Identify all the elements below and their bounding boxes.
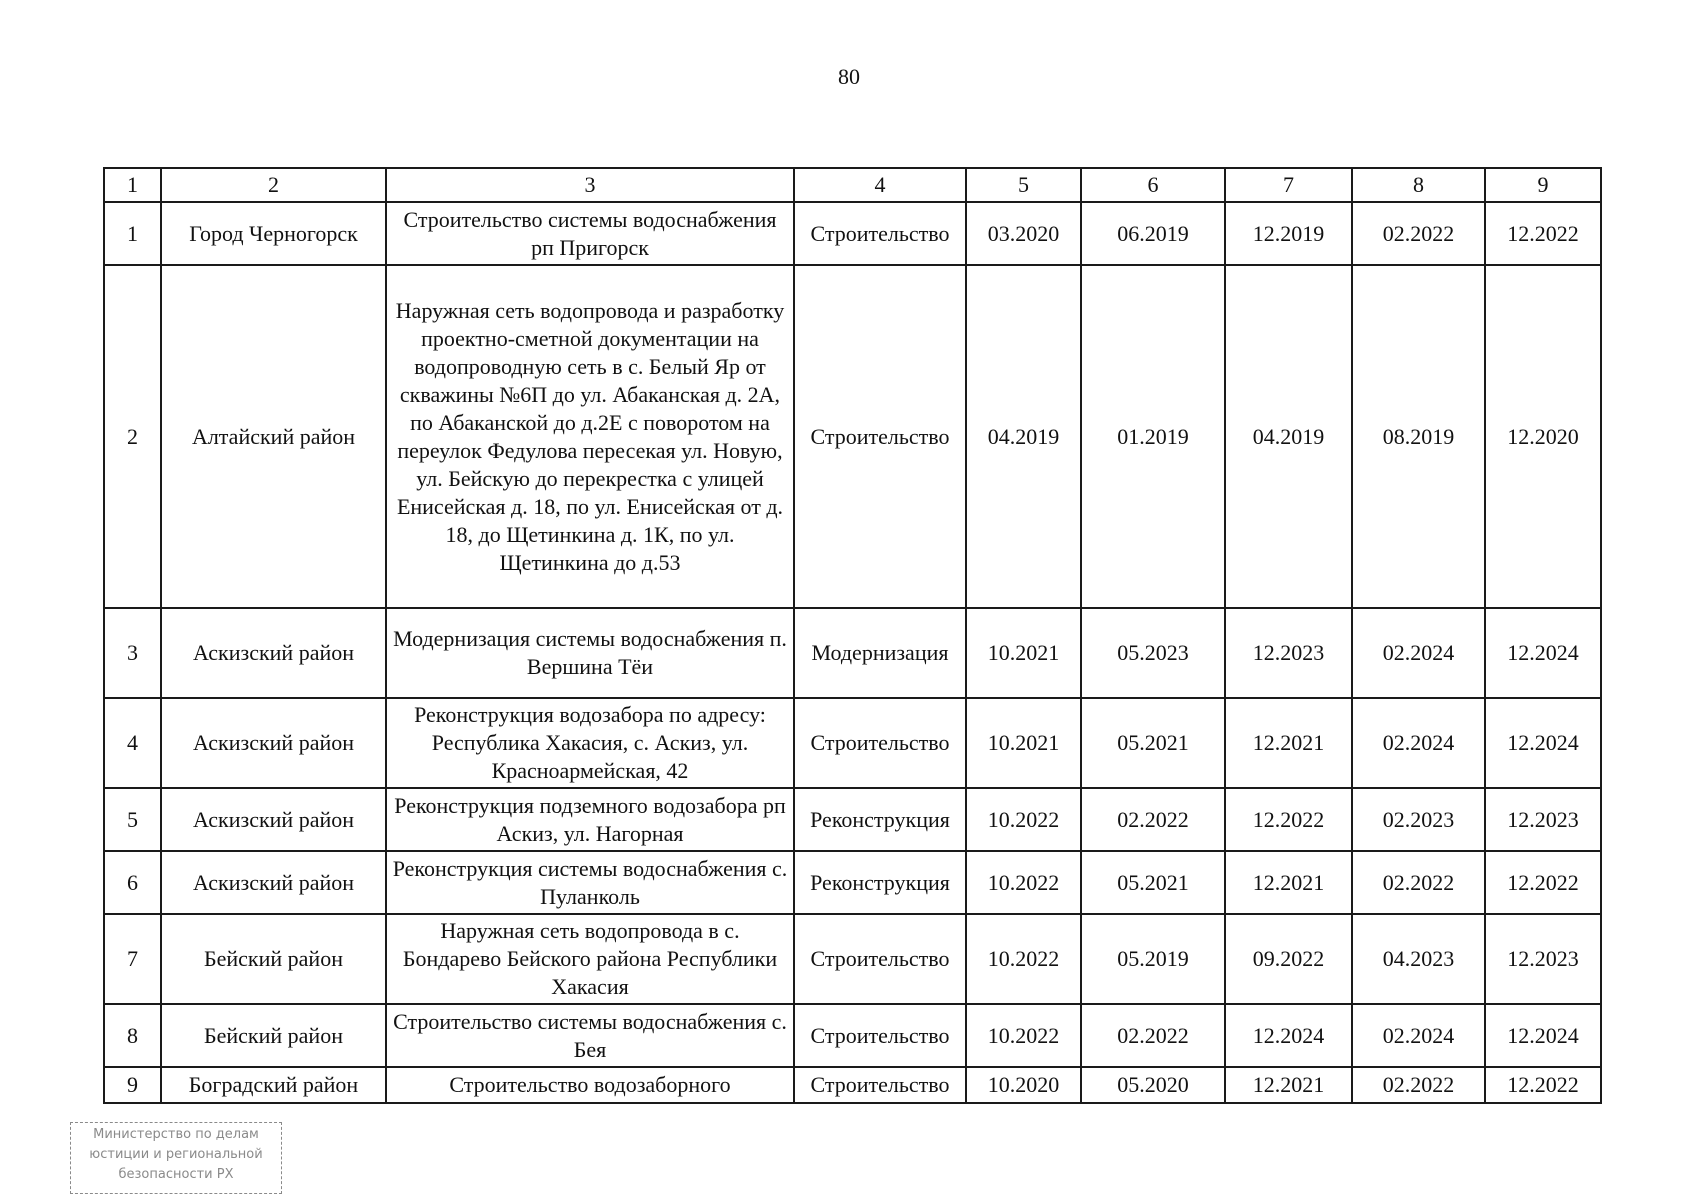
row-number-cell: 4 (104, 698, 161, 788)
work-type-cell: Строительство (794, 1004, 966, 1067)
date-cell: 05.2023 (1081, 608, 1225, 698)
date-cell: 08.2019 (1352, 265, 1485, 608)
stamp-line: безопасности РХ (118, 1167, 234, 1182)
date-cell: 12.2024 (1225, 1004, 1352, 1067)
table-row (104, 851, 1601, 914)
header-cell: 6 (1081, 168, 1225, 202)
date-cell: 10.2021 (966, 698, 1081, 788)
project-cell: Строительство системы водоснабжения рп Пригорск (386, 202, 794, 265)
date-cell: 02.2024 (1352, 1004, 1485, 1067)
work-type-cell: Строительство (794, 1067, 966, 1103)
date-cell: 10.2022 (966, 1004, 1081, 1067)
table-row (104, 202, 1601, 265)
date-cell: 04.2019 (1225, 265, 1352, 608)
district-cell: Аскизский район (161, 608, 386, 698)
date-cell: 12.2020 (1485, 265, 1601, 608)
date-cell: 02.2022 (1081, 788, 1225, 851)
date-cell: 12.2022 (1485, 1067, 1601, 1103)
stamp-line: юстиции и региональной (89, 1147, 263, 1162)
date-cell: 12.2019 (1225, 202, 1352, 265)
date-cell: 01.2019 (1081, 265, 1225, 608)
district-cell: Боградский район (161, 1067, 386, 1103)
date-cell: 10.2021 (966, 608, 1081, 698)
date-cell: 10.2022 (966, 788, 1081, 851)
work-type-cell: Строительство (794, 698, 966, 788)
row-number-cell: 7 (104, 914, 161, 1004)
district-cell: Город Черногорск (161, 202, 386, 265)
header-cell: 8 (1352, 168, 1485, 202)
date-cell: 09.2022 (1225, 914, 1352, 1004)
table-row (104, 608, 1601, 698)
row-number-cell: 3 (104, 608, 161, 698)
date-cell: 12.2021 (1225, 1067, 1352, 1103)
date-cell: 12.2021 (1225, 851, 1352, 914)
date-cell: 10.2022 (966, 914, 1081, 1004)
date-cell: 10.2022 (966, 851, 1081, 914)
date-cell: 12.2022 (1485, 851, 1601, 914)
date-cell: 05.2019 (1081, 914, 1225, 1004)
row-number-cell: 2 (104, 265, 161, 608)
work-type-cell: Реконструкция (794, 851, 966, 914)
project-cell: Реконструкция водозабора по адресу: Республика Хакасия, с. Аскиз, ул. Красноармейская, 42 (386, 698, 794, 788)
date-cell: 05.2020 (1081, 1067, 1225, 1103)
table-row (104, 1004, 1601, 1067)
row-number-cell: 9 (104, 1067, 161, 1103)
project-cell: Строительство водозаборного (386, 1067, 794, 1103)
date-cell: 05.2021 (1081, 851, 1225, 914)
date-cell: 04.2023 (1352, 914, 1485, 1004)
table-header-row (104, 168, 1601, 202)
district-cell: Бейский район (161, 1004, 386, 1067)
date-cell: 02.2022 (1352, 851, 1485, 914)
date-cell: 02.2024 (1352, 608, 1485, 698)
date-cell: 12.2023 (1485, 788, 1601, 851)
project-cell: Реконструкция системы водоснабжения с. Пуланколь (386, 851, 794, 914)
stamp-line: Министерство по делам (93, 1127, 259, 1142)
table-row (104, 788, 1601, 851)
date-cell: 12.2023 (1485, 914, 1601, 1004)
work-type-cell: Строительство (794, 914, 966, 1004)
project-cell: Строительство системы водоснабжения с. Бея (386, 1004, 794, 1067)
date-cell: 03.2020 (966, 202, 1081, 265)
work-type-cell: Строительство (794, 265, 966, 608)
district-cell: Бейский район (161, 914, 386, 1004)
date-cell: 02.2023 (1352, 788, 1485, 851)
date-cell: 12.2024 (1485, 1004, 1601, 1067)
date-cell: 12.2024 (1485, 698, 1601, 788)
project-cell: Наружная сеть водопровода и разработку проектно-сметной документации на водопроводную сеть в с. Белый Яр от скважины №6П до ул. Абаканская д. 2А, по Абаканской до д.2Е с поворотом на переулок Федулова пересекая ул. Новую, ул. Бейскую до перекрестка с улицей Енисейская д. 18, по ул. Енисейская от д. 18, до Щетинкина д. 1К, по ул. Щетинкина до д.53 (386, 265, 794, 608)
table-row (104, 914, 1601, 1004)
header-cell: 4 (794, 168, 966, 202)
page-number: 80 (838, 64, 860, 89)
date-cell: 02.2022 (1081, 1004, 1225, 1067)
row-number-cell: 5 (104, 788, 161, 851)
date-cell: 02.2022 (1352, 202, 1485, 265)
date-cell: 02.2024 (1352, 698, 1485, 788)
date-cell: 12.2024 (1485, 608, 1601, 698)
district-cell: Алтайский район (161, 265, 386, 608)
project-cell: Модернизация системы водоснабжения п. Вершина Тёи (386, 608, 794, 698)
date-cell: 12.2023 (1225, 608, 1352, 698)
header-cell: 9 (1485, 168, 1601, 202)
project-cell: Реконструкция подземного водозабора рп Аскиз, ул. Нагорная (386, 788, 794, 851)
date-cell: 02.2022 (1352, 1067, 1485, 1103)
header-cell: 1 (104, 168, 161, 202)
district-cell: Аскизский район (161, 788, 386, 851)
work-type-cell: Модернизация (794, 608, 966, 698)
date-cell: 12.2021 (1225, 698, 1352, 788)
date-cell: 12.2022 (1225, 788, 1352, 851)
work-type-cell: Строительство (794, 202, 966, 265)
header-cell: 5 (966, 168, 1081, 202)
header-cell: 3 (386, 168, 794, 202)
date-cell: 04.2019 (966, 265, 1081, 608)
date-cell: 05.2021 (1081, 698, 1225, 788)
date-cell: 10.2020 (966, 1067, 1081, 1103)
header-cell: 7 (1225, 168, 1352, 202)
row-number-cell: 6 (104, 851, 161, 914)
table-row (104, 698, 1601, 788)
projects-table (103, 167, 1602, 1104)
header-cell: 2 (161, 168, 386, 202)
district-cell: Аскизский район (161, 851, 386, 914)
row-number-cell: 1 (104, 202, 161, 265)
work-type-cell: Реконструкция (794, 788, 966, 851)
row-number-cell: 8 (104, 1004, 161, 1067)
table-row (104, 1067, 1601, 1103)
table-row (104, 265, 1601, 608)
project-cell: Наружная сеть водопровода в с. Бондарево Бейского района Республики Хакасия (386, 914, 794, 1004)
registration-stamp (70, 1122, 282, 1194)
date-cell: 12.2022 (1485, 202, 1601, 265)
date-cell: 06.2019 (1081, 202, 1225, 265)
district-cell: Аскизский район (161, 698, 386, 788)
